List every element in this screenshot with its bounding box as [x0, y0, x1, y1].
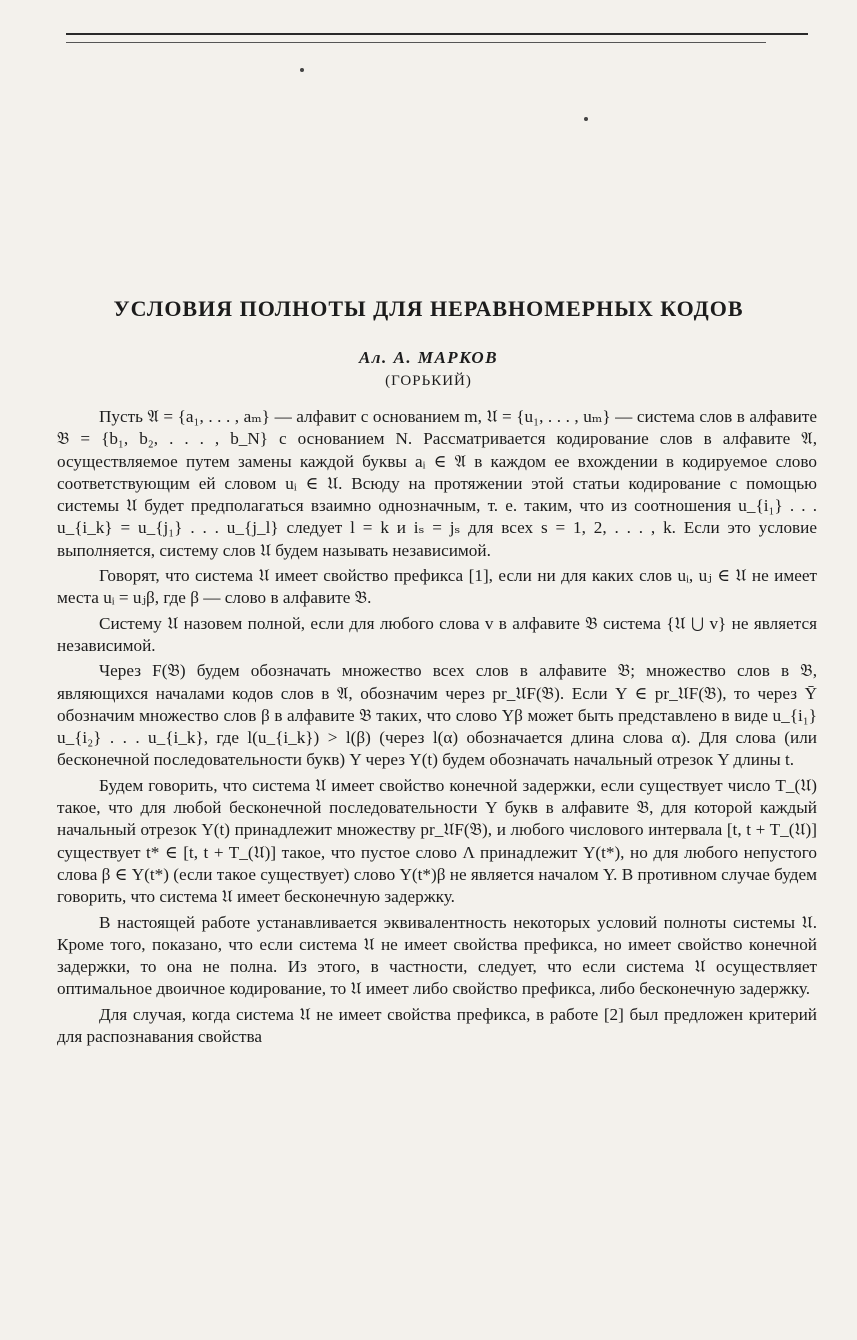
- paragraph: Пусть 𝔄 = {a₁, . . . , aₘ} — алфавит с основанием m, 𝔘 = {u₁, . . . , uₘ} — система слов в алфавите 𝔅 = {b₁, b₂, . . . , b_N} с основанием N. Рассматривается кодирование слов в алфавите 𝔄, осуществляемое путем замены каждой буквы aᵢ ∈ 𝔄 в каждом ее вхождении в кодируемое слово соответствующим ей словом uᵢ ∈ 𝔘. Всюду на протяжении этой статьи кодирование с помощью системы 𝔘 будет предполагаться взаимно однозначным, т. е. таким, что из соотношения u_{i₁} . . . u_{i_k} = u_{j₁} . . . u_{j_l} следует l = k и iₛ = jₛ для всех s = 1, 2, . . . , k. Если это условие выполняется, систему слов 𝔘 будем называть независимой.: [57, 407, 817, 560]
- article-title: УСЛОВИЯ ПОЛНОТЫ ДЛЯ НЕРАВНОМЕРНЫХ КОДОВ: [113, 296, 744, 321]
- paragraph: Для случая, когда система 𝔘 не имеет свойства префикса, в работе [2] был предложен критерий для распознавания свойства: [57, 1004, 817, 1047]
- top-rule: [66, 33, 808, 35]
- top-rule-thin: [66, 42, 766, 43]
- paragraph: Через F(𝔅) будем обозначать множество всех слов в алфавите 𝔅; множество слов в 𝔅, являющихся началами кодов слов в 𝔄, обозначим через pr_𝔘F(𝔅). Если Y ∈ pr_𝔘F(𝔅), то через Ȳ обозначим множество слов β в алфавите 𝔅 таких, что слово Yβ может быть представлено в виде u_{i₁} u_{i₂} . . . u_{i_k}, где l(u_{i_k}) > l(β) (через l(α) обозначается длина слова α). Для слова (или бесконечной последовательности букв) Y через Y(t) будем обозначать начальный отрезок Y длины t.: [57, 661, 817, 770]
- paragraph: Систему 𝔘 назовем полной, если для любого слова v в алфавите 𝔅 система {𝔘 ⋃ v} не является независимой.: [57, 613, 817, 655]
- speck-mark: [300, 68, 304, 72]
- article-body: [57, 406, 817, 1048]
- paragraph: Говорят, что система 𝔘 имеет свойство префикса [1], если ни для каких слов uᵢ, uⱼ ∈ 𝔘 не имеет места uᵢ = uⱼβ, где β — слово в алфавите 𝔅.: [57, 566, 817, 608]
- paragraph: Будем говорить, что система 𝔘 имеет свойство конечной задержки, если существует число T_(𝔘) такое, что для любой бесконечной последовательности Y букв в алфавите 𝔅, для которой каждый начальный отрезок Y(t) принадлежит множеству pr_𝔘F(𝔅), и любого числового интервала [t, t + T_(𝔘)] существует t* ∈ [t, t + T_(𝔘)] такое, что пустое слово Λ принадлежит Y(t*), но для любого непустого слова β ∈ Y(t*) (если такое существует) слово Y(t*)β не является началом Y. В противном случае будем говорить, что система 𝔘 имеет бесконечную задержку.: [57, 775, 817, 907]
- paragraph: В настоящей работе устанавливается эквивалентность некоторых условий полноты системы 𝔘. Кроме того, показано, что если система 𝔘 не имеет свойства префикса, но имеет свойство конечной задержки, то она не полна. Из этого, в частности, следует, что если система 𝔘 осуществляет оптимальное двоичное кодирование, то 𝔘 имеет либо свойство префикса, либо бесконечную задержку.: [57, 912, 817, 999]
- speck-mark: [584, 117, 588, 121]
- article-author: Ал. А. МАРКОВ: [358, 348, 499, 367]
- author-city: (ГОРЬКИЙ): [385, 373, 472, 389]
